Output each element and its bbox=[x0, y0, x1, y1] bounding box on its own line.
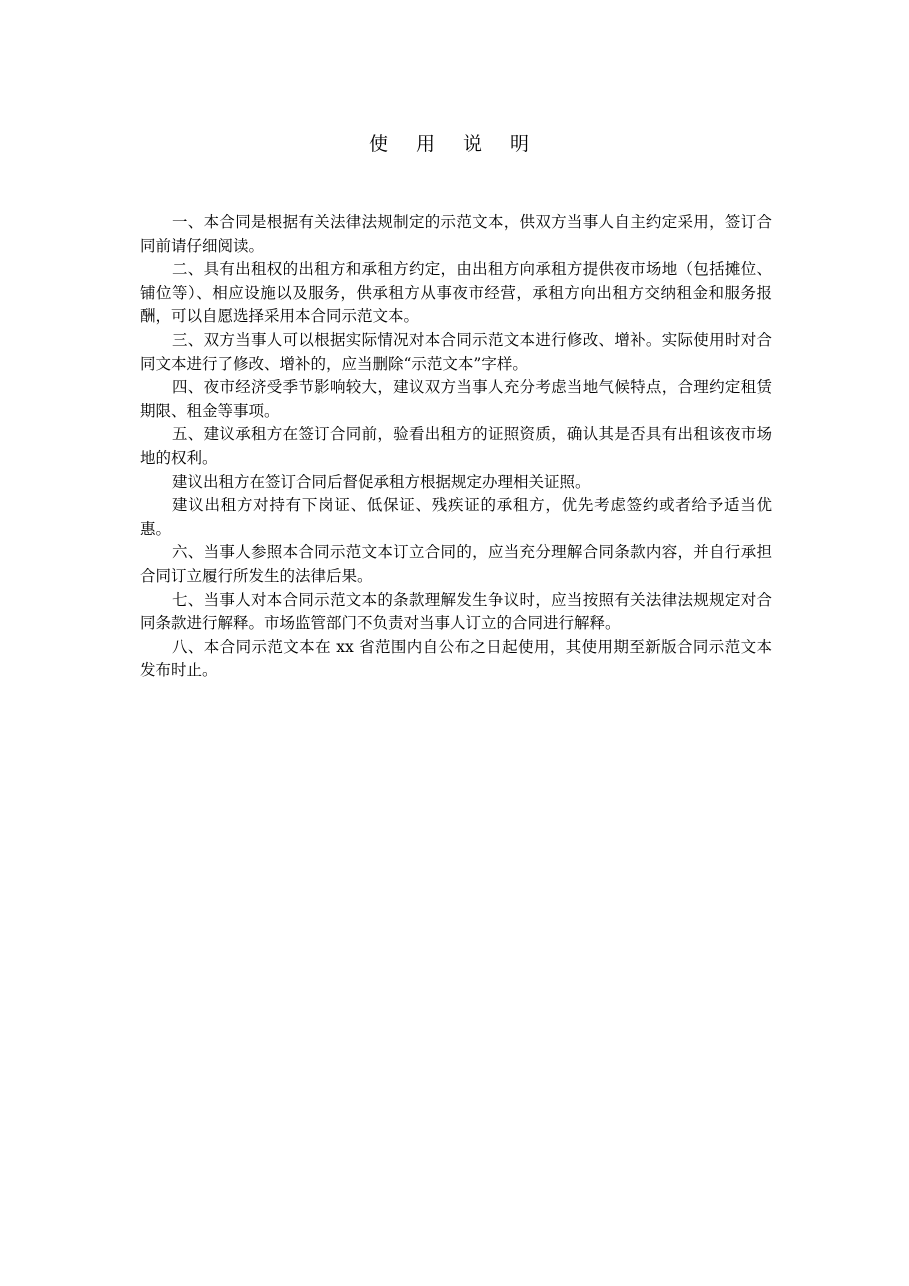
paragraph-4: 四、夜市经济受季节影响较大，建议双方当事人充分考虑当地气候特点，合理约定租赁期限、租金等事项。 bbox=[140, 378, 772, 420]
paragraph-3: 三、双方当事人可以根据实际情况对本合同示范文本进行修改、增补。实际使用时对合同文本进行了修改、增补的，应当删除“示范文本”字样。 bbox=[140, 330, 772, 373]
paragraph-6: 六、当事人参照本合同示范文本订立合同的，应当充分理解合同条款内容，并自行承担合同订立履行所发生的法律后果。 bbox=[140, 543, 772, 585]
instructions-body bbox=[140, 211, 772, 683]
paragraph-7: 七、当事人对本合同示范文本的条款理解发生争议时，应当按照有关法律法规规定对合同条款进行解释。市场监管部门不负责对当事人订立的合同进行解释。 bbox=[140, 590, 772, 633]
paragraph-1: 一、本合同是根据有关法律法规制定的示范文本，供双方当事人自主约定采用，签订合同前请仔细阅读。 bbox=[140, 213, 772, 255]
paragraph-5-note-2: 建议出租方对持有下岗证、低保证、残疾证的承租方，优先考虑签约或者给予适当优惠。 bbox=[140, 496, 772, 538]
paragraph-8: 八、本合同示范文本在 xx 省范围内自公布之日起使用，其使用期至新版合同示范文本发布时止。 bbox=[140, 637, 772, 680]
paragraph-2: 二、具有出租权的出租方和承租方约定，由出租方向承租方提供夜市场地（包括摊位、铺位等）、相应设施以及服务，供承租方从事夜市经营，承租方向出租方交纳租金和服务报酬，可以自愿选择采用本合同示范文本。 bbox=[140, 260, 772, 326]
page-title: 使 用 说 明 bbox=[368, 133, 541, 155]
paragraph-5-note-1: 建议出租方在签订合同后督促承租方根据规定办理相关证照。 bbox=[172, 472, 591, 491]
paragraph-5: 五、建议承租方在签订合同前，验看出租方的证照资质，确认其是否具有出租该夜市场地的权利。 bbox=[140, 425, 772, 467]
